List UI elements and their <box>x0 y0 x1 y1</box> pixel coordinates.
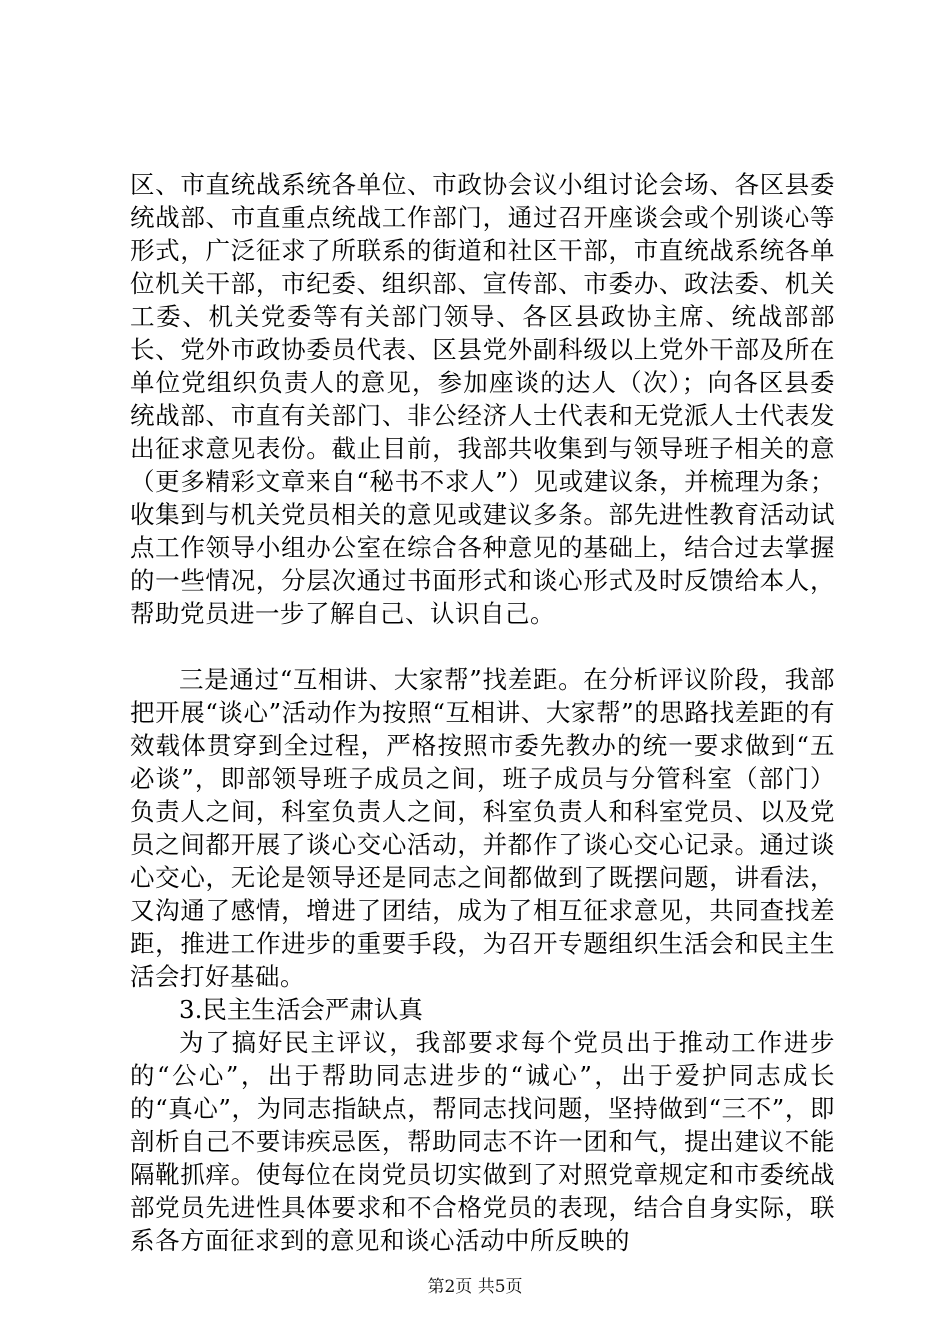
page-footer: 第2页 共5页 <box>427 1277 523 1297</box>
paragraph-continued: 区、市直统战系统各单位、市政协会议小组讨论会场、各区县委统战部、市直重点统战工作部门，通过召开座谈会或个别谈心等形式，广泛征求了所联系的街道和社区干部，市直统战系统各单位机关干部，市纪委、组织部、宣传部、市委办、政法委、机关工委、机关党委等有关部门领导、各区县政协主席、统战部部长、党外市政协委员代表、区县党外副科级以上党外干部及所在单位党组织负责人的意见，参加座谈的达人（次）；向各区县委统战部、市直有关部门、非公经济人士代表和无党派人士代表发出征求意见表份。截止目前，我部共收集到与领导班子相关的意（更多精彩文章来自“秘书不求人”）见或建议条，并梳理为条；收集到与机关党员相关的意见或建议多条。部先进性教育活动试点工作领导小组办公室在综合各种意见的基础上，结合过去掌握的一些情况，分层次通过书面形式和谈心形式及时反馈给本人，帮助党员进一步了解自己、认识自己。 <box>130 170 835 628</box>
paragraph-third-point: 三是通过“互相讲、大家帮”找差距。在分析评议阶段，我部把开展“谈心”活动作为按照“互相讲、大家帮”的思路找差距的有效载体贯穿到全过程，严格按照市委先教办的统一要求做到“五必谈”，即部领导班子成员之间，班子成员与分管科室（部门）负责人之间，科室负责人之间，科室负责人和科室党员、以及党员之间都开展了谈心交心活动，并都作了谈心交心记录。通过谈心交心，无论是领导还是同志之间都做到了既摆问题，讲看法，又沟通了感情，增进了团结，成为了相互征求意见，共同查找差距，推进工作进步的重要手段，为召开专题组织生活会和民主生活会打好基础。 <box>130 665 835 991</box>
section-heading: 3.民主生活会严肃认真 <box>179 995 423 1024</box>
paragraph-democratic-life: 为了搞好民主评议，我部要求每个党员出于推动工作进步的“公心”，出于帮助同志进步的“诚心”，出于爱护同志成长的“真心”，为同志指缺点，帮同志找问题，坚持做到“三不”，即剖析自己不要讳疾忌医，帮助同志不许一团和气，提出建议不能隔靴抓痒。使每位在岗党员切实做到了对照党章规定和市委统战部党员先进性具体要求和不合格党员的表现，结合自身实际，联系各方面征求到的意见和谈心活动中所反映的 <box>130 1028 835 1255</box>
document-body <box>130 168 835 1257</box>
